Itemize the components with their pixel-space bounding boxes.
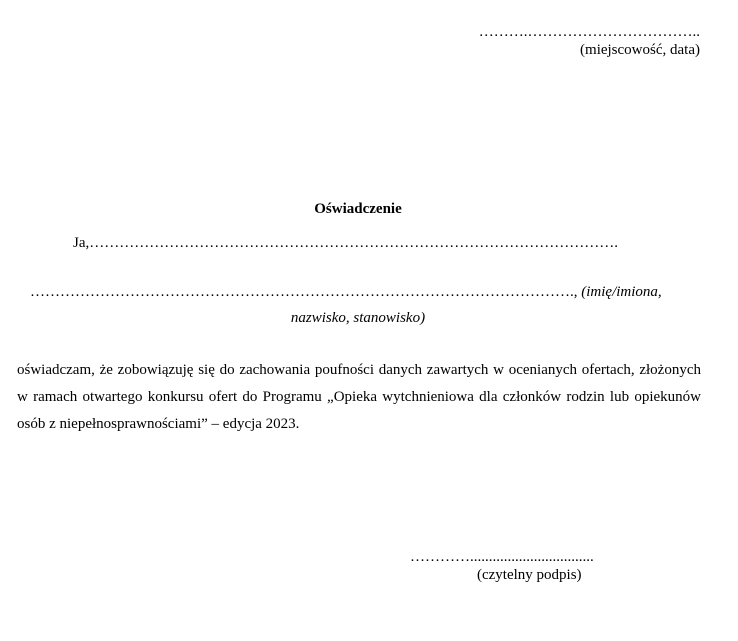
place-date-dots: ……….…………………………….. xyxy=(478,24,700,40)
declaration-body: oświadczam, że zobowiązuję się do zachowania poufności danych zawartych w ocenianych ofertach, złożonych w ramach otwartego konkursu ofert do Programu „Opieka wytchnieniowa dla członków rodzin lub opiekunów osób z niepełnosprawnościami” – edycja 2023. xyxy=(17,362,701,432)
place-date-label: (miejscowość, data) xyxy=(580,42,700,58)
document-title: Oświadczenie xyxy=(314,201,402,217)
signature-dots: …………................................. xyxy=(410,549,594,565)
name-hint-second: nazwisko, stanowisko) xyxy=(290,310,426,326)
name-hint-first: (imię/imiona, xyxy=(581,284,662,300)
declarant-line: Ja,……………………………………………………………………………………………. xyxy=(73,235,618,251)
name-dots: ………………………………………………………………………………………………., xyxy=(30,284,578,300)
name-position-line xyxy=(30,284,662,301)
signature-label: (czytelny podpis) xyxy=(477,567,582,583)
